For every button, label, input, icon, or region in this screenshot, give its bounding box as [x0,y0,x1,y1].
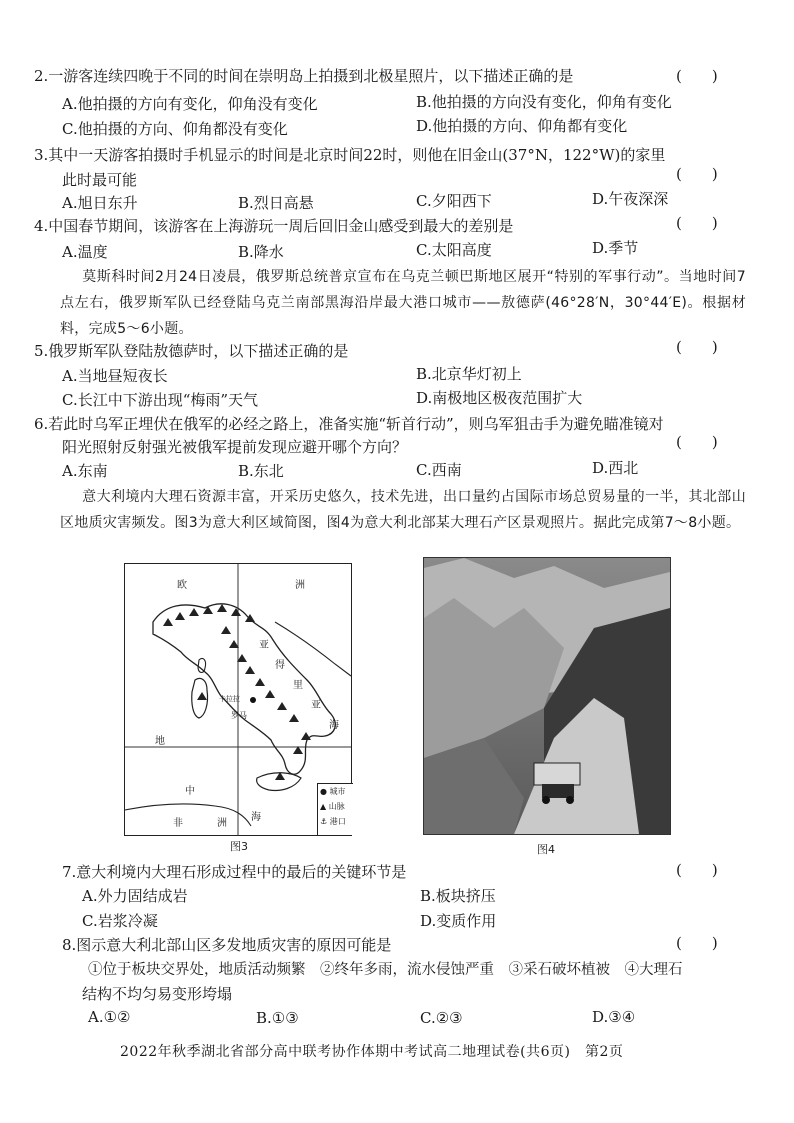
map-label-africa-2: 洲 [217,818,227,829]
map-label-adriatic-5: 海 [329,720,339,731]
q4-stem: 4.中国春节期间，该游客在上海游玩一周后回旧金山感受到最大的差别是 [34,217,514,235]
legend-port-label: 港口 [329,817,346,826]
q8-option-d: D.③④ [592,1008,636,1026]
q2-option-b: B.他拍摄的方向没有变化，仰角有变化 [416,93,672,111]
q3-option-d: D.午夜深深 [592,190,669,208]
figure-3-caption: 图3 [230,840,248,853]
q8-option-b: B.①③ [256,1009,299,1027]
q2-stem: 2.一游客连续四晚于不同的时间在崇明岛上拍摄到北极星照片，以下描述正确的是 [34,67,574,85]
q6-answer-bracket: ( ) [676,433,718,451]
figure-4-caption: 图4 [537,843,555,856]
map-label-adriatic-4: 亚 [311,700,321,711]
map-label-europe-2: 洲 [295,580,305,591]
q4-option-c: C.太阳高度 [416,241,492,259]
q5-option-a: A.当地昼短夜长 [62,367,168,385]
q8-stem: 8.图示意大利北部山区多发地质灾害的原因可能是 [62,936,392,954]
q8-items-line1: ①位于板块交界处，地质活动频繁 ②终年多雨，流水侵蚀严重 ③采石破坏植被 ④大理石 [88,962,683,978]
legend-mountain: ▲ 山脉 [320,802,345,811]
q7-stem: 7.意大利境内大理石形成过程中的最后的关键环节是 [62,863,407,881]
q8-option-a: A.①② [88,1008,131,1026]
passage-odessa-text: 莫斯科时间2月24日凌晨，俄罗斯总统普京宣布在乌克兰顿巴斯地区展开“特别的军事行动”。当地时间7点左右，俄罗斯军队已经登陆乌克兰南部黑海沿岸最大港口城市——敖德萨(46°28′N，30°44′E)。根据材料，完成5～6小题。 [60,269,746,337]
q8-items-line2: 结构不均匀易变形垮塌 [82,985,233,1003]
corsica-island [198,658,206,672]
q5-option-c: C.长江中下游出现“梅雨”天气 [62,391,259,409]
map-label-med-1: 地 [155,736,165,747]
q3-option-b: B.烈日高悬 [238,194,314,212]
q5-stem: 5.俄罗斯军队登陆敖德萨时，以下描述正确的是 [34,342,349,360]
q4-option-d: D.季节 [592,239,639,257]
map-label-europe-1: 欧 [177,580,187,591]
legend-city: ● 城市 [320,787,346,796]
balkan-coastline [275,622,351,676]
q3-option-a: A.旭日东升 [62,194,138,212]
q3-option-c: C.夕阳西下 [416,192,492,210]
q4-option-b: B.降水 [238,243,284,261]
q2-option-a: A.他拍摄的方向有变化，仰角没有变化 [62,95,318,113]
legend-mountain-label: 山脉 [328,802,345,811]
q7-option-c: C.岩浆冷凝 [82,912,158,930]
q3-stem-line1: 3.其中一天游客拍摄时手机显示的时间是北京时间22时，则他在旧金山(37°N，122°W)的家里 [34,146,666,164]
q5-answer-bracket: ( ) [676,338,718,356]
q8-answer-bracket: ( ) [676,934,718,952]
africa-coastline [125,804,251,826]
page-footer: 2022年秋季湖北省部分高中联考协作体期中考试高二地理试卷(共6页) 第2页 [120,1044,624,1060]
truck-cab [542,784,574,798]
q7-option-d: D.变质作用 [420,912,497,930]
map-label-med-3: 海 [251,812,261,823]
q7-option-a: A.外力固结成岩 [82,887,188,905]
q2-option-d: D.他拍摄的方向、仰角都有变化 [416,117,628,135]
italy-coastline [153,604,335,774]
q3-answer-bracket: ( ) [676,165,718,183]
q2-option-c: C.他拍摄的方向、仰角都没有变化 [62,120,288,138]
q7-answer-bracket: ( ) [676,861,718,879]
q2-answer-bracket: ( ) [676,67,718,85]
map-label-adriatic-2: 得 [275,660,285,671]
q6-option-b: B.东北 [238,462,284,480]
passage-odessa [60,264,746,342]
truck-cargo [534,763,580,785]
q4-option-a: A.温度 [62,243,108,261]
passage-italy [60,484,746,536]
quarry-photo-drawing [424,558,670,834]
q4-answer-bracket: ( ) [676,214,718,232]
q6-option-a: A.东南 [62,462,108,480]
map-label-med-2: 中 [185,786,195,797]
map-label-africa-1: 非 [173,818,183,829]
map-label-adriatic-1: 亚 [259,640,269,651]
map-label-carrara: 卡拉拉 [219,695,240,703]
q5-option-b: B.北京华灯初上 [416,365,522,383]
q6-option-c: C.西南 [416,461,462,479]
map-legend [317,783,353,835]
legend-port: ⚓ 港口 [320,817,346,826]
q6-option-d: D.西北 [592,459,639,477]
q8-option-c: C.②③ [420,1009,463,1027]
legend-city-label: 城市 [329,787,346,796]
q7-option-b: B.板块挤压 [420,887,496,905]
q6-stem-line2: 阳光照射反射强光被俄军提前发现应避开哪个方向？ [62,438,408,456]
q6-stem-line1: 6.若此时乌军正埋伏在俄军的必经之路上，准备实施“斩首行动”，则乌军狙击手为避免瞄准镜对 [34,415,664,433]
map-label-adriatic-3: 里 [293,680,303,691]
q3-stem-line2: 此时最可能 [62,171,138,189]
map-label-rome: 罗马 [231,711,247,720]
q5-option-d: D.南极地区极夜范围扩大 [416,389,583,407]
passage-italy-text: 意大利境内大理石资源丰富，开采历史悠久，技术先进，出口量约占国际市场总贸易量的一半，其北部山区地质灾害频发。图3为意大利区域简图，图4为意大利北部某大理石产区景观照片。据此完成第7～8小题。 [60,489,746,531]
marble-quarry-photo [423,557,671,835]
rome-city-dot [250,697,256,703]
